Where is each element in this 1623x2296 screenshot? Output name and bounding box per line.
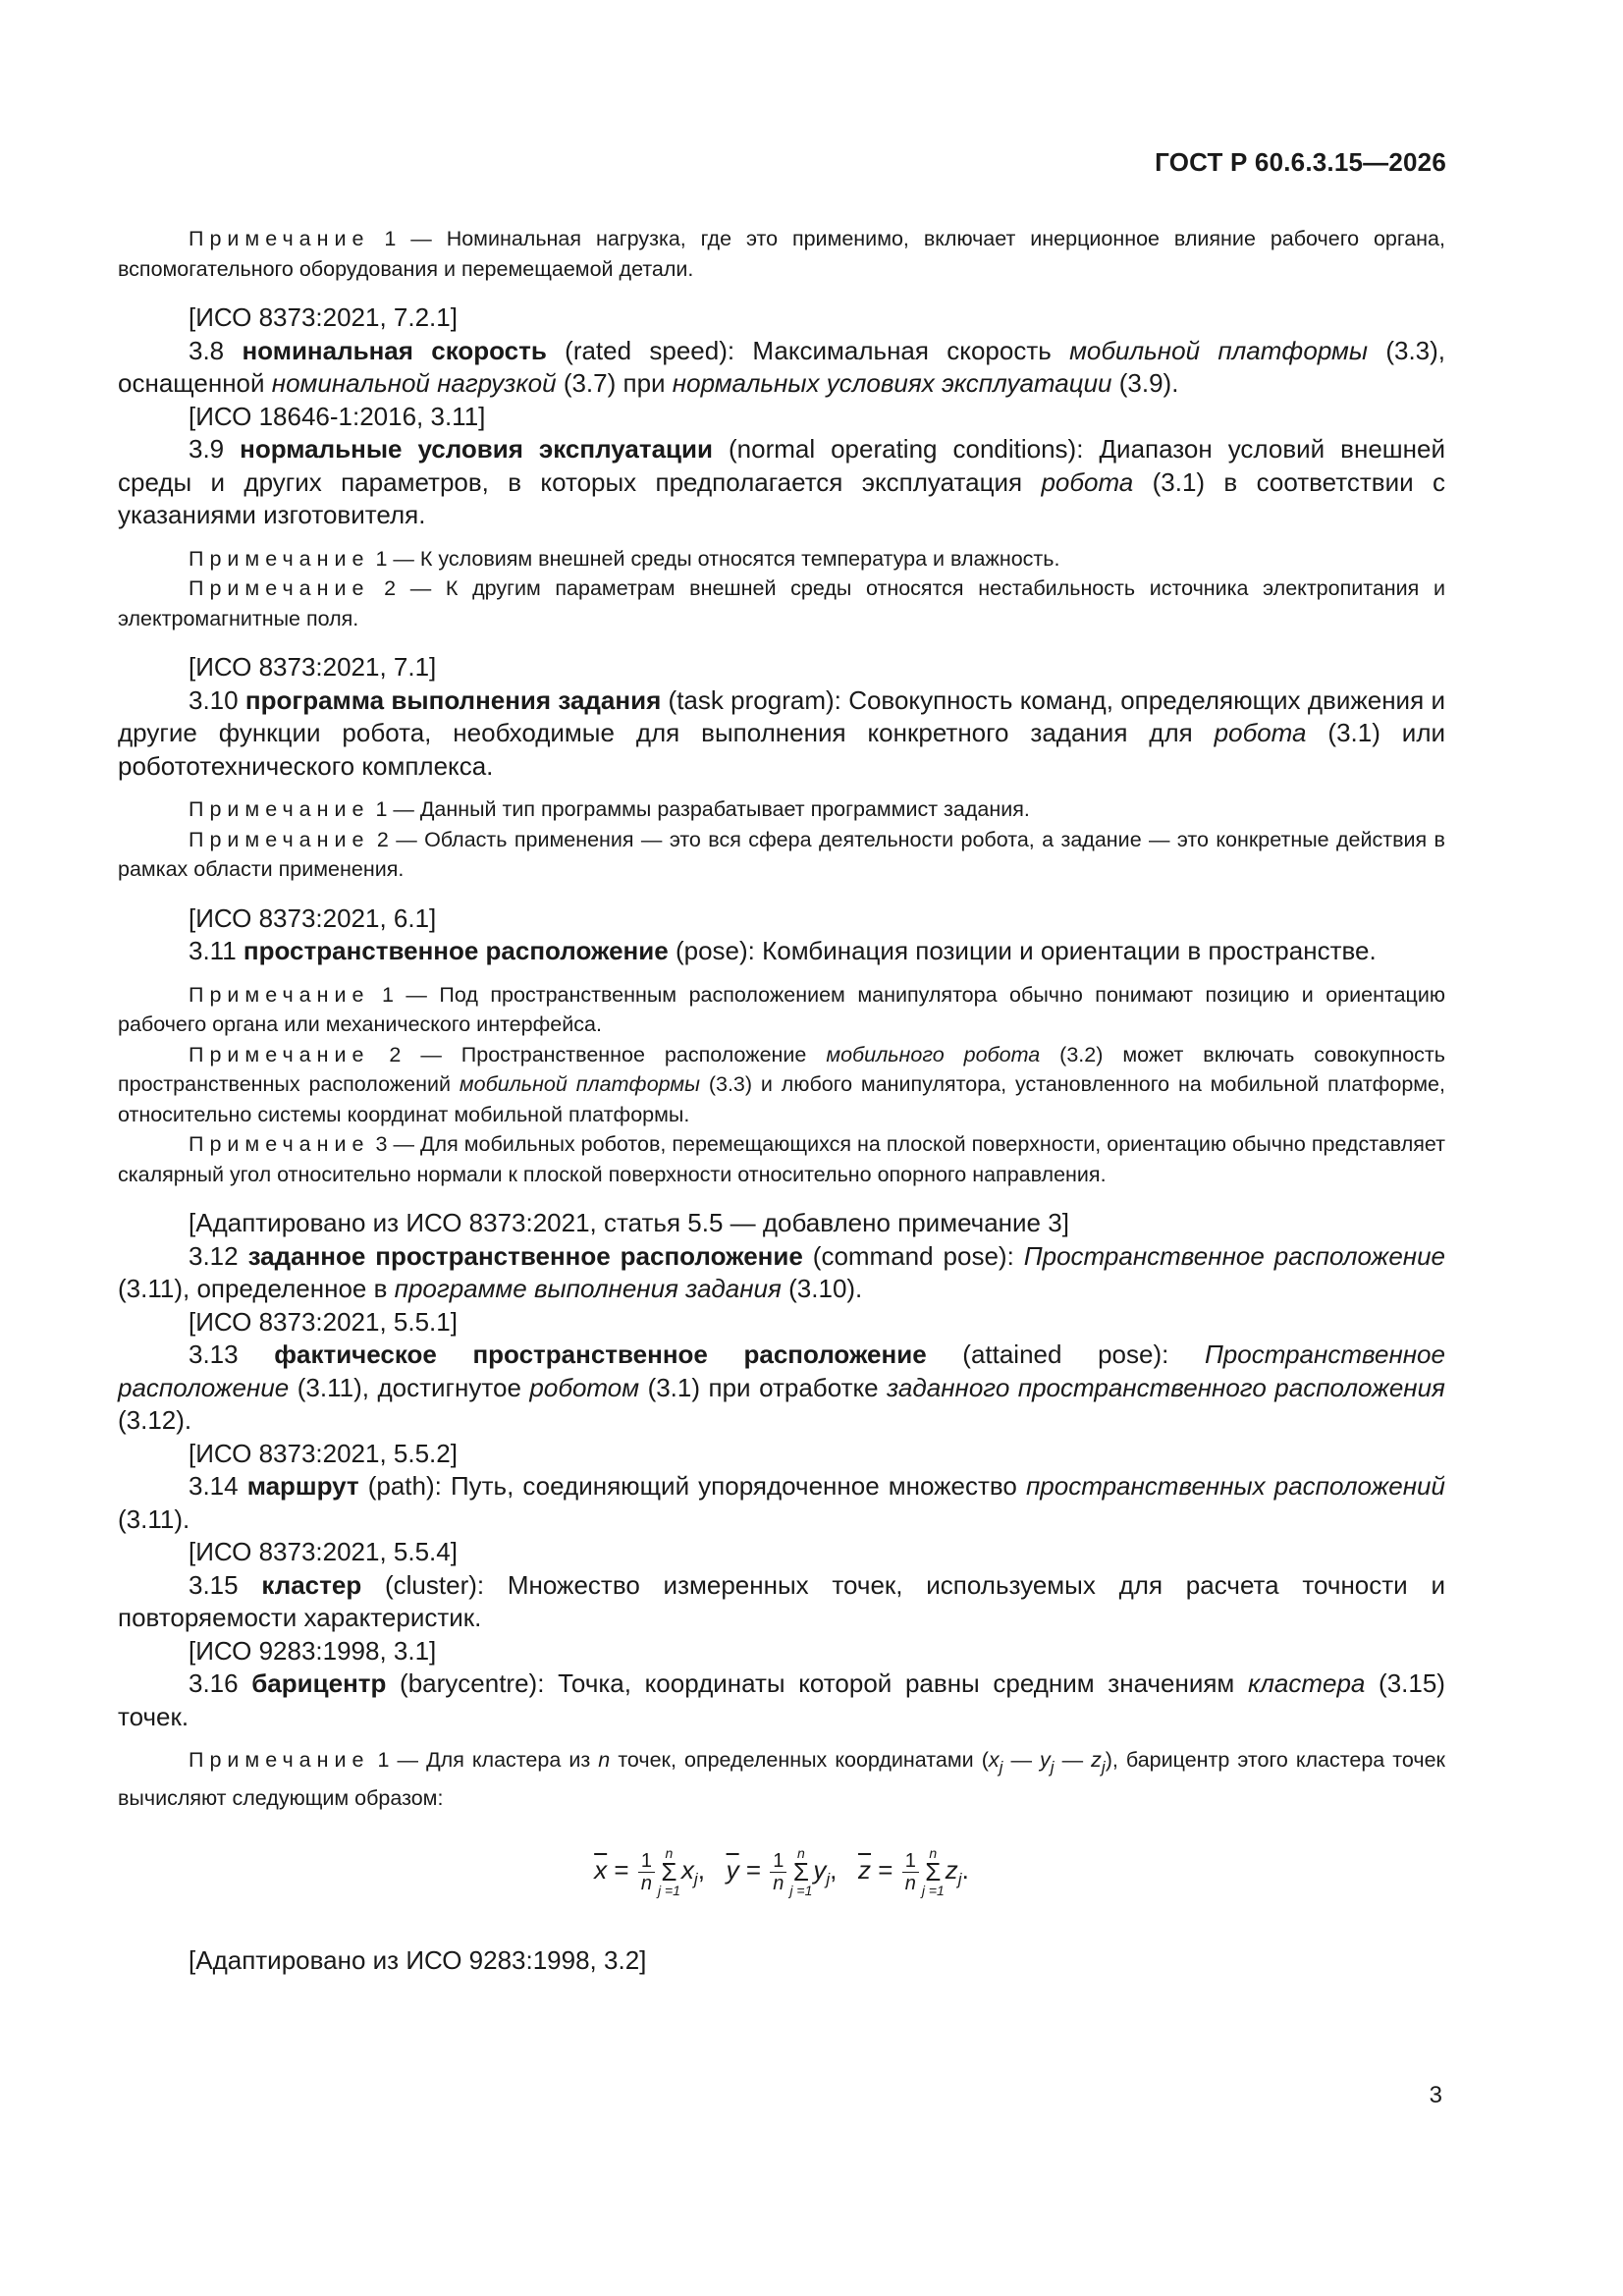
- term-title: нормальные условия эксплуатации: [240, 434, 713, 464]
- note: Примечание 2 — Область применения — это вся сфера деятельности робота, а задание — это конкретные действия в рамках области применения.: [118, 827, 1445, 881]
- term-3-11: 3.11 пространственное расположение (pose): Комбинация позиции и ориентации в пространстве.: [189, 936, 1377, 965]
- term-title: маршрут: [246, 1471, 359, 1501]
- note: Примечание 1 — К условиям внешней среды относятся температура и влажность.: [189, 546, 1060, 571]
- note: Примечание 1 — Для кластера из n точек, определенных координатами ($x_j$ — $y_j$ — $z_j$), барицентр этого кластера точек вычисляют следующим образом:: [118, 1748, 1445, 1810]
- term-3-9: 3.9 нормальные условия эксплуатации (normal operating conditions): Диапазон условий внешней среды и других параметров, в которых предполагается эксплуатация робота (3.1) в соответствии с указаниями изготовителя.: [118, 434, 1445, 529]
- source-ref: [ИСО 8373:2021, 5.5.1]: [189, 1306, 458, 1337]
- term-title: кластер: [261, 1569, 362, 1600]
- note-label: Примечание: [189, 227, 370, 250]
- term-title: фактическое пространственное расположение: [274, 1339, 927, 1369]
- source-ref: [ИСО 8373:2021, 7.2.1]: [189, 302, 458, 332]
- source-ref: [ИСО 8373:2021, 5.5.2]: [189, 1438, 458, 1468]
- note: Примечание 1 — Под пространственным расположением манипулятора обычно понимают позицию и ориентацию рабочего органа или механического интерфейса.: [118, 982, 1445, 1036]
- term-3-16: 3.16 барицентр (barycentre): Точка, координаты которой равны средним значениям кластера (3.15) точек.: [118, 1668, 1445, 1731]
- page-number: 3: [1429, 2082, 1442, 2108]
- note: Примечание 3 — Для мобильных роботов, перемещающихся на плоской поверхности, ориентацию обычно представляет скалярный угол относительно нормали к плоской поверхности относительно опорного направления.: [118, 1132, 1445, 1186]
- document-body: [118, 224, 1445, 1978]
- source-ref: [ИСО 8373:2021, 7.1]: [189, 652, 437, 682]
- term-title: пространственное расположение: [243, 936, 669, 965]
- term-title: заданное пространственное расположение: [247, 1240, 803, 1271]
- note: Примечание 2 — К другим параметрам внешней среды относятся нестабильность источника электропитания и электромагнитные поля.: [118, 576, 1445, 630]
- term-3-10: 3.10 программа выполнения задания (task program): Совокупность команд, определяющих движения и другие функции робота, необходимые для выполнения конкретного задания для робота (3.1) или робототехнического комплекса.: [118, 684, 1446, 781]
- note: Примечание 2 — Пространственное расположение мобильного робота (3.2) может включать совокупность пространственных расположений мобильной платформы (3.3) и любого манипулятора, установленного на мобильной платформе, относительно системы координат мобильной платформы.: [118, 1042, 1445, 1126]
- term-3-14: 3.14 маршрут (path): Путь, соединяющий упорядоченное множество пространственных расположений (3.11).: [118, 1471, 1445, 1534]
- term-title: барицентр: [251, 1668, 387, 1698]
- source-ref: [ИСО 8373:2021, 5.5.4]: [189, 1537, 458, 1566]
- source-ref: [ИСО 9283:1998, 3.1]: [189, 1635, 437, 1666]
- term-title: программа выполнения задания: [244, 684, 662, 715]
- source-ref: [Адаптировано из ИСО 8373:2021, статья 5.5 — добавлено примечание 3]: [189, 1208, 1069, 1237]
- note: Примечание 1 — Номинальная нагрузка, где это применимо, включает инерционное влияние рабочего органа, вспомогательного оборудования и перемещаемой детали.: [118, 227, 1445, 281]
- term-3-15: 3.15 кластер (cluster): Множество измеренных точек, используемых для расчета точности и повторяемости характеристик.: [118, 1569, 1445, 1632]
- document-header: ГОСТ Р 60.6.3.15—2026: [1155, 147, 1446, 177]
- source-ref: [ИСО 8373:2021, 6.1]: [189, 902, 437, 933]
- barycentre-formula: $\overline{x}$ = $\frac{1}{n}$ n Σ $j =1x_j$, $\overline{y}$ = $\frac{1}{n}$ n Σ $j =1y_j$, $\overline{z}$ = $\frac{1}{n}$ n Σ $j =1z_j$.: [594, 1845, 969, 1898]
- source-ref: [Адаптировано из ИСО 9283:1998, 3.2]: [189, 1945, 647, 1975]
- term-3-12: 3.12 заданное пространственное расположение (command pose): Пространственное расположение (3.11), определенное в программе выполнения задания (3.10).: [118, 1240, 1446, 1303]
- term-title: номинальная скорость: [242, 335, 547, 365]
- term-3-13: 3.13 фактическое пространственное расположение (attained pose): Пространственное расположение (3.11), достигнутое роботом (3.1) при отработке заданного пространственного расположения (3.12).: [118, 1339, 1445, 1435]
- source-ref: [ИСО 18646-1:2016, 3.11]: [189, 401, 486, 431]
- note: Примечание 1 — Данный тип программы разрабатывает программист задания.: [189, 797, 1030, 821]
- term-3-8: 3.8 номинальная скорость (rated speed): Максимальная скорость мобильной платформы (3.3), оснащенной номинальной нагрузкой (3.7) при нормальных условиях эксплуатации (3.9).: [118, 335, 1446, 398]
